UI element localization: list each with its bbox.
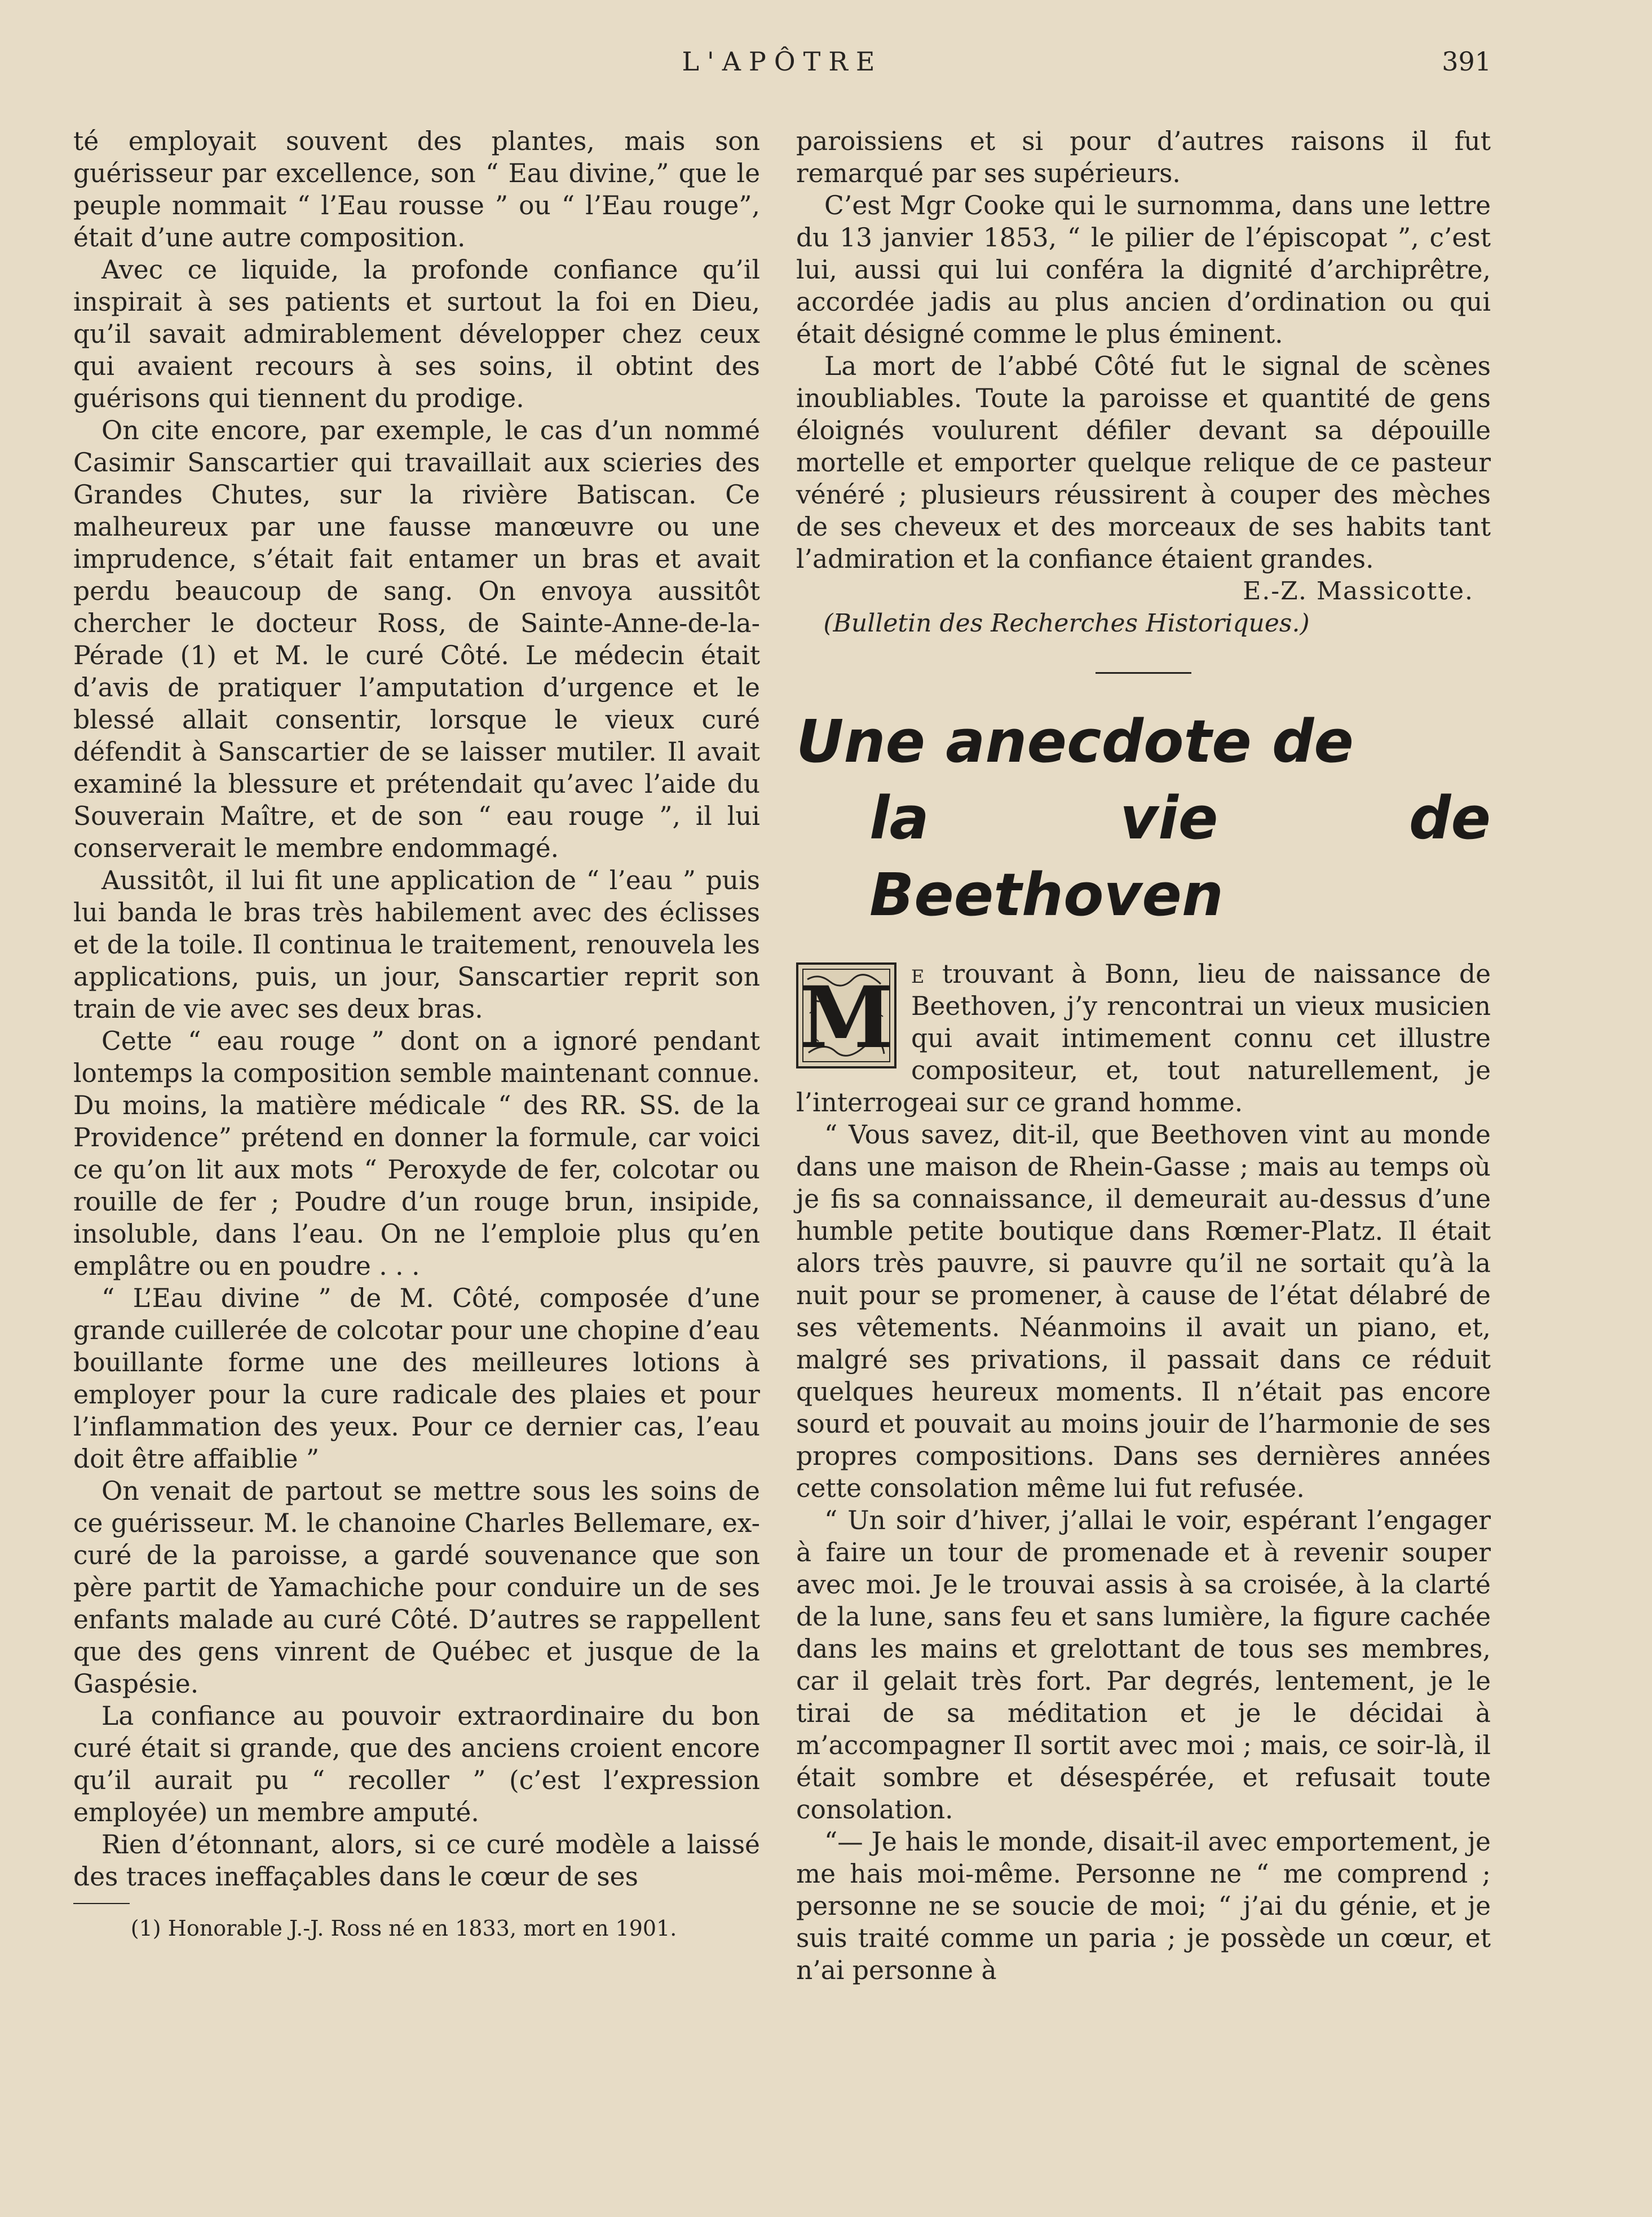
paragraph: Cette “ eau rouge ” dont on a ignoré pendant lontemps la composition semble maintenant connue. Du moins, la matière médicale “ des RR. SS. de la Providence” prétend en donner la formule, car voici ce qu’on lit aux mots “ Peroxyde de fer, colcotar ou rouille de fer ; Poudre d’un rouge brun, insipide, insoluble, dans l’eau. On ne l’emploie plus qu’en emplâtre ou en poudre . . . [73,1026,760,1281]
right-column [796,125,1491,1986]
dropcap-ornament-icon [796,962,896,1068]
page-number: 391 [1442,46,1491,77]
paragraph: C’est Mgr Cooke qui le surnomma, dans une lettre du 13 janvier 1853, “ le pilier de l’épiscopat ”, c’est lui, aussi qui lui conféra la dignité d’archiprêtre, accordée jadis au plus ancien d’ordination ou qui était désigné comme le plus éminent. [796,191,1491,349]
lead-paragraph [796,958,1491,1119]
lead-small-caps: e [911,959,925,989]
article-title-line-2: la vie de Beethoven [869,784,1491,929]
paragraph: “ L’Eau divine ” de M. Côté, composée d’une grande cuillerée de colcotar pour une chopine d’eau bouillante forme une des meilleures lotions à employer pour la cure radicale des plaies et pour l’inflammation des yeux. Pour ce dernier cas, l’eau doit être affaiblie ” [73,1283,760,1474]
footnote: (1) Honorable J.-J. Ross né en 1833, mort en 1901. [130,1916,677,1941]
paragraph: té employait souvent des plantes, mais son guérisseur par excellence, son “ Eau divine,” que le peuple nommait “ l’Eau rousse ” ou “ l’Eau rouge”, était d’une autre composition. [73,126,760,253]
paragraph: “ Vous savez, dit-il, que Beethoven vint au monde dans une maison de Rhein-Gasse ; mais au temps où je fis sa connaissance, il demeurait au-dessus d’une humble petite boutique dans Rœmer-Platz. Il était alors très pauvre, si pauvre qu’il ne sortait qu’à la nuit pour se promener, à cause de l’état délabré de ses vêtements. Néanmoins il avait un piano, et, malgré ses privations, il passait dans ce réduit quelques heureux moments. Il n’était pas encore sourd et pouvait au moins jouir de l’harmonie de ses propres compositions. Dans ses dernières années cette consolation même lui fut refusée. [796,1120,1491,1503]
left-column [73,125,760,1941]
paragraph: Aussitôt, il lui fit une application de “ l’eau ” puis lui banda le bras très habilement avec des éclisses et de la toile. Il continua le traitement, renouvela les applications, puis, un jour, Sanscartier reprit son train de vie avec ses deux bras. [73,865,760,1024]
ornamental-dropcap [796,962,896,1068]
author-signature: E.-Z. Massicotte. [1243,577,1474,606]
running-title: L'APÔTRE [682,46,883,77]
paragraph: paroissiens et si pour d’autres raisons il fut remarqué par ses supérieurs. [796,126,1491,188]
paragraph: On cite encore, par exemple, le cas d’un nommé Casimir Sanscartier qui travaillait aux scieries des Grandes Chutes, sur la rivière Batiscan. Ce malheureux par une fausse manœuvre ou une imprudence, s’était fait entamer un bras et avait perdu beaucoup de sang. On envoya aussitôt chercher le docteur Ross, de Sainte-Anne-de-la-Pérade (1) et M. le curé Côté. Le médecin était d’avis de pratiquer l’amputation d’urgence et le blessé allait consentir, lorsque le vieux curé défendit à Sanscartier de se laisser mutiler. Il avait examiné la blessure et prétendait qu’avec l’aide du Souverain Maître, et de son “ eau rouge ”, il lui conserverait le membre endommagé. [73,416,760,863]
article-title [796,703,1491,933]
paragraph: La confiance au pouvoir extraordinaire du bon curé était si grande, que des anciens croient encore qu’il aurait pu “ recoller ” (c’est l’expression employée) un membre amputé. [73,1701,760,1827]
svg-text:M: M [799,968,894,1067]
paragraph: On venait de partout se mettre sous les soins de ce guérisseur. M. le chanoine Charles Bellemare, ex-curé de la paroisse, a gardé souvenance que son père partit de Yamachiche pour conduire un de ses enfants malade au curé Côté. D’autres se rappellent que des gens vinrent de Québec et jusque de la Gaspésie. [73,1476,760,1699]
page-header [73,46,1491,91]
paragraph: Rien d’étonnant, alors, si ce curé modèle a laissé des traces ineffaçables dans le cœur de ses [73,1830,760,1892]
article-title-line-1: Une anecdote de [796,707,1354,776]
lead-text: trouvant à Bonn, lieu de naissance de Beethoven, j’y rencontrai un vieux musicien qui avait intimement connu cet illustre compositeur, et, tout naturellement, je l’interrogeai sur ce grand homme. [796,959,1491,1118]
footnote-divider [73,1903,130,1904]
section-divider [1096,672,1191,674]
paragraph: “— Je hais le monde, disait-il avec emportement, je me hais moi-même. Personne ne “ me comprend ; personne ne se soucie de moi; “ j’ai du génie, et je suis traité comme un paria ; je possède un cœur, et n’ai personne à [796,1827,1491,1985]
paragraph: “ Un soir d’hiver, j’allai le voir, espérant l’engager à faire un tour de promenade et à revenir souper avec moi. Je le trouvai assis à sa croisée, à la clarté de la lune, sans feu et sans lumière, la figure cachée dans les mains et grelottant de tous ses membres, car il gelait très fort. Par degrés, lentement, je le tirai de sa méditation et je le décidai à m’accompagner Il sortit avec moi ; mais, ce soir-là, il était sombre et désespérée, et refusait toute consolation. [796,1505,1491,1825]
paragraph: Avec ce liquide, la profonde confiance qu’il inspirait à ses patients et surtout la foi en Dieu, qu’il savait admirablement développer chez ceux qui avaient recours à ses soins, il obtint des guérisons qui tiennent du prodige. [73,255,760,413]
source-citation: (Bulletin des Recherches Historiques.) [823,609,1310,638]
paragraph: La mort de l’abbé Côté fut le signal de scènes inoubliables. Toute la paroisse et quantité de gens éloignés voulurent défiler devant sa dépouille mortelle et emporter quelque relique de ce pasteur vénéré ; plusieurs réussirent à couper des mèches de ses cheveux et des morceaux de ses habits tant l’admiration et la confiance étaient grandes. [796,351,1491,574]
